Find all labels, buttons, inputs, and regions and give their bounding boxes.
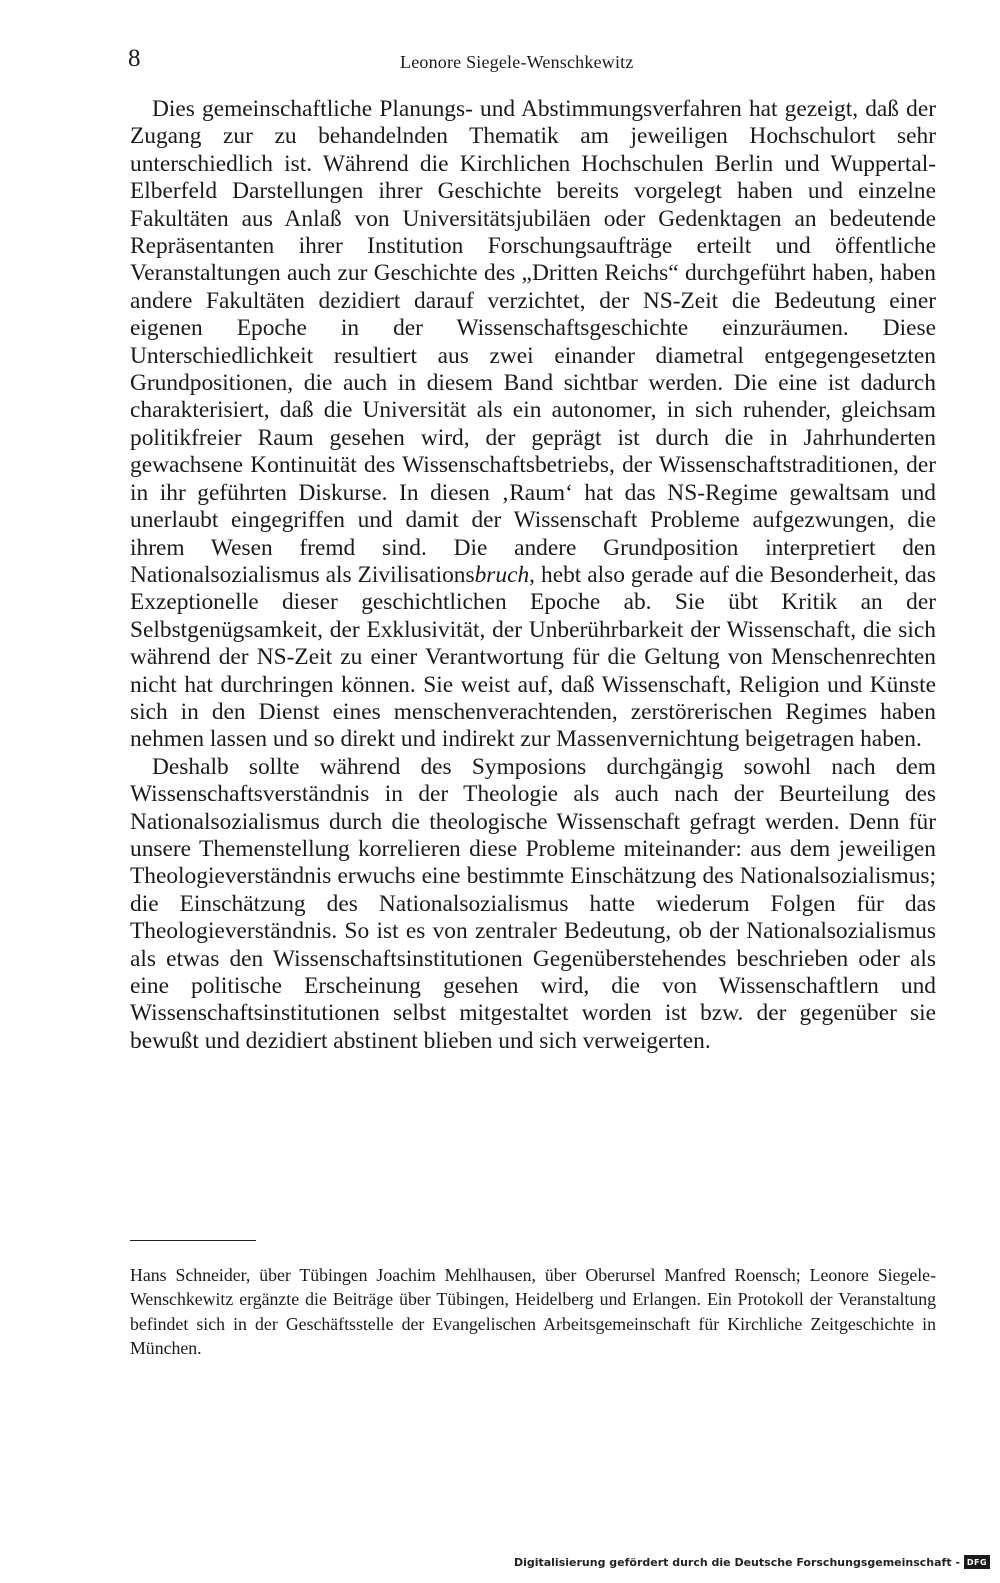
digitization-credit [514,1555,990,1569]
credit-text: Digitalisierung gefördert durch die Deutsche Forschungsgemeinschaft - [513,1555,960,1569]
body-text [130,96,936,1055]
paragraph-text: Dies gemeinschaftliche Planungs- und Abstimmungsverfahren hat gezeigt, daß der Zugang zur zu behandelnden Thematik am jeweiligen Hochschulort sehr unterschiedlich ist. Während die Kirchlichen Hochschulen Berlin und Wuppertal-Elberfeld Darstellungen ihrer Geschichte bereits vorgelegt haben und einzelne Fakultäten aus Anlaß von Universitätsjubiläen oder Gedenktagen an bedeutende Repräsentanten ihrer Institution Forschungsaufträge erteilt und öffentliche Veranstaltungen auch zur Geschichte des „Dritten Reichs“ durchgeführt haben, haben andere Fakultäten dezidiert darauf verzichtet, der NS-Zeit die Bedeutung einer eigenen Epoche in der Wissenschaftsgeschichte einzuräumen. Diese Unterschiedlichkeit resultiert aus zwei einander diametral entgegengesetzten Grundpositionen, die auch in diesem Band sichtbar werden. Die eine ist dadurch charakterisiert, daß die Universität als ein autonomer, in sich ruhender, gleichsam politikfreier Raum gesehen wird, der geprägt ist durch die in Jahrhunderten gewachsene Kontinuität des Wissenschaftsbetriebs, der Wissenschaftstraditionen, der in ihr geführten Diskurse. In diesen ‚Raum‘ hat das NS-Regime gewaltsam und unerlaubt eingegriffen und damit der Wissenschaft Probleme aufgezwungen, die ihrem Wesen fremd sind. Die andere Grundposition interpretiert den Nationalsozialismus als Zivilisations [130,96,936,588]
dfg-logo: DFG [964,1555,990,1569]
paragraph [130,96,936,754]
paragraph-text-continued: , hebt also gerade auf die Besonderheit, das Exzeptionelle dieser geschichtlichen Epoche ab. Sie übt Kritik an der Selbstgenügsamkeit, der Exklusivität, der Unberührbarkeit der Wissenschaft, die sich während der NS-Zeit zu einer Verantwortung für die Geltung von Menschenrechten nicht hat durchringen können. Sie weist auf, daß Wissenschaft, Religion und Künste sich in den Dienst eines menschenverachtenden, zerstörerischen Regimes haben nehmen lassen und so direkt und indirekt zur Massenvernichtung beigetragen haben. [130,561,937,753]
page-number: 8 [128,45,141,72]
footnote-divider [130,1240,256,1241]
footnote: Hans Schneider, über Tübingen Joachim Mehlhausen, über Oberursel Manfred Roensch; Leonore Siegele-Wenschkewitz ergänzte die Beiträge über Tübingen, Heidelberg und Erlangen. Ein Protokoll der Veranstaltung befindet sich in der Geschäftsstelle der Evangelischen Arbeitsgemeinschaft für Kirchliche Zeitgeschichte in München. [130,1265,936,1359]
emphasized-word: bruch [474,561,530,588]
running-head: Leonore Siegele-Wenschkewitz [400,52,634,72]
paragraph: Deshalb sollte während des Symposions durchgängig sowohl nach dem Wissenschaftsverständnis in der Theologie als auch nach der Beurteilung des Nationalsozialismus durch die theologische Wissenschaft gefragt werden. Denn für unsere Themenstellung korrelieren diese Probleme miteinander: aus dem jeweiligen Theologieverständnis erwuchs eine bestimmte Einschätzung des Nationalsozialismus; die Einschätzung des Nationalsozialismus hatte wiederum Folgen für das Theologieverständnis. So ist es von zentraler Bedeutung, ob der Nationalsozialismus als etwas den Wissenschaftsinstitutionen Gegenüberstehendes beschrieben oder als eine politische Erscheinung gesehen wird, die von Wissenschaftlern und Wissenschaftsinstitutionen selbst mitgestaltet worden ist bzw. der gegenüber sie bewußt und dezidiert abstinent blieben und sich verweigerten. [130,753,936,1054]
